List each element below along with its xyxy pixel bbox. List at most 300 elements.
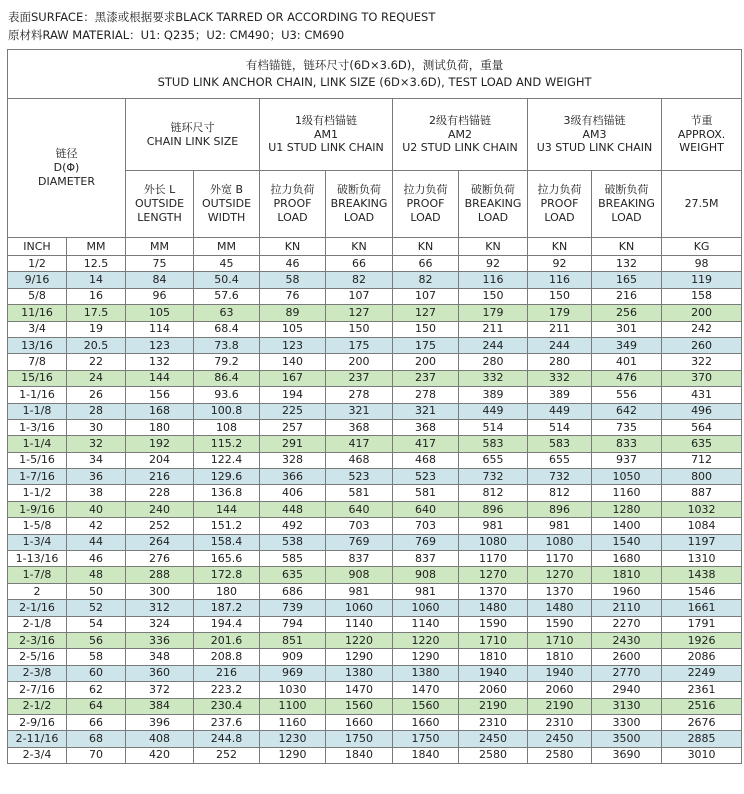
table-cell: 769 — [326, 534, 393, 550]
table-cell: 36 — [67, 469, 126, 485]
table-cell: 2450 — [528, 731, 592, 747]
table-cell: 28 — [67, 403, 126, 419]
table-row — [8, 452, 742, 468]
table-cell: 837 — [326, 551, 393, 567]
table-cell: 244 — [459, 337, 528, 353]
am2-proof-load-header — [393, 171, 459, 238]
chain-spec-table — [7, 49, 742, 764]
table-cell: 7/8 — [8, 354, 67, 370]
table-cell: 66 — [393, 256, 459, 272]
table-cell: 150 — [393, 321, 459, 337]
table-cell: 1-7/8 — [8, 567, 67, 583]
am2-header-en: U2 STUD LINK CHAIN — [402, 141, 518, 155]
table-cell: 703 — [326, 518, 393, 534]
table-cell: 640 — [326, 501, 393, 517]
diameter-header — [8, 99, 126, 238]
table-cell: 22 — [67, 354, 126, 370]
break-header-en1: BREAKING — [330, 197, 388, 211]
table-row — [8, 256, 742, 272]
table-cell: 2450 — [459, 731, 528, 747]
unit-cell: MM — [126, 238, 194, 256]
table-cell: 192 — [126, 436, 194, 452]
table-cell: 2-9/16 — [8, 714, 67, 730]
table-cell: 115.2 — [194, 436, 260, 452]
table-cell: 1170 — [528, 551, 592, 567]
table-cell: 384 — [126, 698, 194, 714]
table-cell: 581 — [393, 485, 459, 501]
table-cell: 1926 — [662, 632, 742, 648]
table-cell: 321 — [393, 403, 459, 419]
table-cell: 34 — [67, 452, 126, 468]
table-cell: 389 — [459, 387, 528, 403]
table-cell: 1380 — [393, 665, 459, 681]
table-cell: 368 — [326, 419, 393, 435]
table-cell: 887 — [662, 485, 742, 501]
table-cell: 2770 — [592, 665, 662, 681]
table-cell: 158 — [662, 288, 742, 304]
table-cell: 1-1/4 — [8, 436, 67, 452]
am2-header-cn: 2级有档锚链 — [429, 113, 491, 127]
table-cell: 908 — [393, 567, 459, 583]
table-cell: 216 — [126, 469, 194, 485]
table-cell: 1661 — [662, 600, 742, 616]
table-cell: 140 — [260, 354, 326, 370]
table-cell: 300 — [126, 583, 194, 599]
table-cell: 216 — [194, 665, 260, 681]
am1-header — [260, 99, 393, 171]
table-cell: 84 — [126, 272, 194, 288]
table-row — [8, 387, 742, 403]
table-cell: 2 — [8, 583, 67, 599]
table-row — [8, 616, 742, 632]
table-cell: 1840 — [393, 747, 459, 763]
table-cell: 75 — [126, 256, 194, 272]
outside-length-header — [126, 171, 194, 238]
break-header-cn: 破断负荷 — [604, 183, 649, 197]
table-title-en: STUD LINK ANCHOR CHAIN, LINK SIZE (6D×3.6D), TEST LOAD AND WEIGHT — [157, 75, 592, 89]
table-cell: 1438 — [662, 567, 742, 583]
table-cell: 172.8 — [194, 567, 260, 583]
table-cell: 136.8 — [194, 485, 260, 501]
table-cell: 122.4 — [194, 452, 260, 468]
table-cell: 20.5 — [67, 337, 126, 353]
table-cell: 204 — [126, 452, 194, 468]
length-header-en2: LENGTH — [137, 210, 182, 224]
proof-header-en1: PROOF — [540, 197, 579, 211]
table-cell: 19 — [67, 321, 126, 337]
table-cell: 468 — [326, 452, 393, 468]
table-cell: 1197 — [662, 534, 742, 550]
table-cell: 237 — [393, 370, 459, 386]
table-cell: 52 — [67, 600, 126, 616]
table-cell: 200 — [393, 354, 459, 370]
table-cell: 1-7/16 — [8, 469, 67, 485]
table-cell: 156 — [126, 387, 194, 403]
table-cell: 252 — [126, 518, 194, 534]
table-row — [8, 469, 742, 485]
table-cell: 68 — [67, 731, 126, 747]
table-cell: 408 — [126, 731, 194, 747]
table-cell: 15/16 — [8, 370, 67, 386]
table-cell: 100.8 — [194, 403, 260, 419]
table-cell: 2190 — [528, 698, 592, 714]
table-cell: 108 — [194, 419, 260, 435]
table-cell: 3300 — [592, 714, 662, 730]
table-row — [8, 600, 742, 616]
table-cell: 496 — [662, 403, 742, 419]
table-cell: 812 — [459, 485, 528, 501]
table-cell: 93.6 — [194, 387, 260, 403]
table-cell: 837 — [393, 551, 459, 567]
table-cell: 1660 — [393, 714, 459, 730]
table-cell: 2580 — [459, 747, 528, 763]
table-cell: 1270 — [528, 567, 592, 583]
table-cell: 68.4 — [194, 321, 260, 337]
table-row — [8, 337, 742, 353]
table-cell: 2310 — [528, 714, 592, 730]
table-cell: 9/16 — [8, 272, 67, 288]
table-cell: 2516 — [662, 698, 742, 714]
table-cell: 1660 — [326, 714, 393, 730]
table-cell: 406 — [260, 485, 326, 501]
table-row — [8, 436, 742, 452]
table-cell: 2-1/16 — [8, 600, 67, 616]
table-cell: 492 — [260, 518, 326, 534]
am3-header-en: U3 STUD LINK CHAIN — [536, 141, 653, 155]
table-cell: 712 — [662, 452, 742, 468]
table-cell: 1084 — [662, 518, 742, 534]
table-cell: 800 — [662, 469, 742, 485]
table-cell: 981 — [393, 583, 459, 599]
table-cell: 2600 — [592, 649, 662, 665]
width-header-cn: 外宽 B — [209, 183, 244, 197]
table-cell: 13/16 — [8, 337, 67, 353]
table-cell: 635 — [662, 436, 742, 452]
table-cell: 244 — [528, 337, 592, 353]
table-cell: 1380 — [326, 665, 393, 681]
table-row — [8, 354, 742, 370]
break-header-en1: BREAKING — [464, 197, 522, 211]
table-cell: 116 — [459, 272, 528, 288]
table-cell: 360 — [126, 665, 194, 681]
table-row — [8, 747, 742, 763]
unit-cell: KN — [528, 238, 592, 256]
table-cell: 420 — [126, 747, 194, 763]
table-cell: 523 — [326, 469, 393, 485]
table-cell: 123 — [260, 337, 326, 353]
table-cell: 64 — [67, 698, 126, 714]
table-cell: 1370 — [528, 583, 592, 599]
proof-header-cn: 拉力负荷 — [537, 183, 582, 197]
table-cell: 2086 — [662, 649, 742, 665]
table-cell: 151.2 — [194, 518, 260, 534]
table-cell: 417 — [393, 436, 459, 452]
table-cell: 280 — [528, 354, 592, 370]
table-cell: 449 — [528, 403, 592, 419]
table-cell: 1100 — [260, 698, 326, 714]
table-cell: 1140 — [393, 616, 459, 632]
table-cell: 237.6 — [194, 714, 260, 730]
table-cell: 82 — [326, 272, 393, 288]
table-cell: 225 — [260, 403, 326, 419]
table-cell: 194.4 — [194, 616, 260, 632]
table-cell: 2310 — [459, 714, 528, 730]
table-cell: 1560 — [326, 698, 393, 714]
table-cell: 105 — [126, 305, 194, 321]
table-cell: 328 — [260, 452, 326, 468]
am1-header-cn: 1级有档锚链 — [295, 113, 357, 127]
weight-header-cn: 节重 — [690, 113, 713, 127]
table-cell: 2249 — [662, 665, 742, 681]
table-cell: 896 — [459, 501, 528, 517]
table-cell: 449 — [459, 403, 528, 419]
table-cell: 82 — [393, 272, 459, 288]
table-cell: 63 — [194, 305, 260, 321]
table-cell: 54 — [67, 616, 126, 632]
table-cell: 107 — [326, 288, 393, 304]
table-cell: 401 — [592, 354, 662, 370]
table-cell: 252 — [194, 747, 260, 763]
table-cell: 38 — [67, 485, 126, 501]
table-cell: 3130 — [592, 698, 662, 714]
table-cell: 144 — [126, 370, 194, 386]
table-cell: 32 — [67, 436, 126, 452]
table-cell: 2270 — [592, 616, 662, 632]
size-header-cn: 链环尺寸 — [170, 120, 215, 134]
table-cell: 1140 — [326, 616, 393, 632]
diameter-header-sym: D(Φ) — [53, 161, 80, 175]
table-cell: 66 — [326, 256, 393, 272]
size-header-en: CHAIN LINK SIZE — [146, 134, 239, 148]
table-cell: 5/8 — [8, 288, 67, 304]
table-cell: 2-1/2 — [8, 698, 67, 714]
table-cell: 278 — [393, 387, 459, 403]
weight-header-en1: APPROX. — [677, 127, 726, 141]
table-cell: 89 — [260, 305, 326, 321]
unit-cell: INCH — [8, 238, 67, 256]
table-cell: 291 — [260, 436, 326, 452]
proof-header-en2: LOAD — [544, 210, 575, 224]
table-row — [8, 403, 742, 419]
width-header-en2: WIDTH — [207, 210, 246, 224]
table-cell: 24 — [67, 370, 126, 386]
table-row — [8, 583, 742, 599]
table-cell: 583 — [528, 436, 592, 452]
table-cell: 2-11/16 — [8, 731, 67, 747]
table-cell: 372 — [126, 682, 194, 698]
table-cell: 703 — [393, 518, 459, 534]
unit-row — [8, 238, 742, 256]
table-cell: 16 — [67, 288, 126, 304]
proof-header-en2: LOAD — [277, 210, 308, 224]
outside-width-header — [194, 171, 260, 238]
table-cell: 2-3/4 — [8, 747, 67, 763]
table-cell: 150 — [459, 288, 528, 304]
raw-material-note: 原材料RAW MATERIAL：U1: Q235；U2: CM490；U3: CM690 — [8, 28, 345, 42]
table-cell: 1750 — [326, 731, 393, 747]
am3-header — [528, 99, 662, 171]
table-cell: 301 — [592, 321, 662, 337]
table-cell: 167 — [260, 370, 326, 386]
table-cell: 175 — [393, 337, 459, 353]
table-cell: 211 — [528, 321, 592, 337]
table-cell: 655 — [528, 452, 592, 468]
table-cell: 165.6 — [194, 551, 260, 567]
table-cell: 1-5/16 — [8, 452, 67, 468]
table-cell: 2-5/16 — [8, 649, 67, 665]
table-cell: 242 — [662, 321, 742, 337]
table-row — [8, 305, 742, 321]
break-header-cn: 破断负荷 — [337, 183, 381, 197]
table-cell: 228 — [126, 485, 194, 501]
table-cell: 739 — [260, 600, 326, 616]
table-cell: 349 — [592, 337, 662, 353]
table-title — [8, 50, 742, 99]
table-cell: 98 — [662, 256, 742, 272]
table-cell: 60 — [67, 665, 126, 681]
table-cell: 216 — [592, 288, 662, 304]
table-cell: 1940 — [459, 665, 528, 681]
table-cell: 45 — [194, 256, 260, 272]
table-cell: 180 — [126, 419, 194, 435]
table-cell: 1470 — [326, 682, 393, 698]
table-cell: 3500 — [592, 731, 662, 747]
table-cell: 256 — [592, 305, 662, 321]
table-cell: 114 — [126, 321, 194, 337]
unit-cell: KN — [592, 238, 662, 256]
table-cell: 1310 — [662, 551, 742, 567]
table-cell: 336 — [126, 632, 194, 648]
table-cell: 179 — [459, 305, 528, 321]
table-cell: 1-3/16 — [8, 419, 67, 435]
table-cell: 2676 — [662, 714, 742, 730]
table-cell: 417 — [326, 436, 393, 452]
table-cell: 260 — [662, 337, 742, 353]
table-cell: 1810 — [459, 649, 528, 665]
proof-header-cn: 拉力负荷 — [403, 183, 448, 197]
table-cell: 79.2 — [194, 354, 260, 370]
table-cell: 105 — [260, 321, 326, 337]
table-cell: 1160 — [260, 714, 326, 730]
table-cell: 48 — [67, 567, 126, 583]
table-cell: 276 — [126, 551, 194, 567]
table-cell: 3010 — [662, 747, 742, 763]
table-cell: 1960 — [592, 583, 662, 599]
break-header-en2: LOAD — [611, 210, 642, 224]
width-header-en1: OUTSIDE — [201, 197, 252, 211]
table-cell: 1710 — [459, 632, 528, 648]
table-cell: 144 — [194, 501, 260, 517]
table-cell: 1590 — [528, 616, 592, 632]
table-cell: 348 — [126, 649, 194, 665]
table-cell: 1940 — [528, 665, 592, 681]
break-header-en1: BREAKING — [598, 197, 655, 211]
table-cell: 92 — [528, 256, 592, 272]
table-cell: 1400 — [592, 518, 662, 534]
table-cell: 794 — [260, 616, 326, 632]
table-cell: 1-5/8 — [8, 518, 67, 534]
table-cell: 158.4 — [194, 534, 260, 550]
table-cell: 123 — [126, 337, 194, 353]
am3-breaking-load-header — [592, 171, 662, 238]
table-cell: 448 — [260, 501, 326, 517]
am3-header-code: AM3 — [582, 127, 607, 141]
table-cell: 851 — [260, 632, 326, 648]
table-cell: 1750 — [393, 731, 459, 747]
table-cell: 324 — [126, 616, 194, 632]
table-cell: 44 — [67, 534, 126, 550]
am1-header-code: AM1 — [313, 127, 338, 141]
table-cell: 686 — [260, 583, 326, 599]
table-cell: 1230 — [260, 731, 326, 747]
table-cell: 1-3/4 — [8, 534, 67, 550]
length-header-en1: OUTSIDE — [134, 197, 185, 211]
table-cell: 332 — [528, 370, 592, 386]
table-cell: 230.4 — [194, 698, 260, 714]
table-cell: 981 — [459, 518, 528, 534]
table-cell: 833 — [592, 436, 662, 452]
weight-header-en2: WEIGHT — [679, 141, 724, 155]
table-cell: 56 — [67, 632, 126, 648]
table-cell: 288 — [126, 567, 194, 583]
weight-length-header: 27.5M — [662, 171, 742, 238]
table-cell: 514 — [528, 419, 592, 435]
table-cell: 564 — [662, 419, 742, 435]
table-cell: 769 — [393, 534, 459, 550]
proof-header-en2: LOAD — [410, 210, 441, 224]
table-cell: 200 — [326, 354, 393, 370]
table-cell: 223.2 — [194, 682, 260, 698]
table-cell: 1220 — [326, 632, 393, 648]
table-cell: 1680 — [592, 551, 662, 567]
table-cell: 1810 — [528, 649, 592, 665]
table-cell: 50 — [67, 583, 126, 599]
table-cell: 2110 — [592, 600, 662, 616]
table-cell: 107 — [393, 288, 459, 304]
table-cell: 1290 — [326, 649, 393, 665]
table-cell: 370 — [662, 370, 742, 386]
table-cell: 389 — [528, 387, 592, 403]
table-cell: 168 — [126, 403, 194, 419]
table-cell: 1-9/16 — [8, 501, 67, 517]
table-cell: 908 — [326, 567, 393, 583]
table-cell: 194 — [260, 387, 326, 403]
table-cell: 150 — [326, 321, 393, 337]
unit-cell: KN — [260, 238, 326, 256]
table-row — [8, 534, 742, 550]
am1-header-en: U1 STUD LINK CHAIN — [268, 141, 384, 155]
table-cell: 321 — [326, 403, 393, 419]
table-cell: 1470 — [393, 682, 459, 698]
table-cell: 1170 — [459, 551, 528, 567]
table-cell: 132 — [126, 354, 194, 370]
table-cell: 2190 — [459, 698, 528, 714]
table-cell: 127 — [326, 305, 393, 321]
table-cell: 1060 — [326, 600, 393, 616]
table-row — [8, 501, 742, 517]
table-cell: 1030 — [260, 682, 326, 698]
table-cell: 812 — [528, 485, 592, 501]
table-cell: 585 — [260, 551, 326, 567]
table-cell: 1840 — [326, 747, 393, 763]
table-cell: 368 — [393, 419, 459, 435]
table-cell: 2060 — [528, 682, 592, 698]
table-row — [8, 485, 742, 501]
table-cell: 732 — [459, 469, 528, 485]
table-cell: 655 — [459, 452, 528, 468]
table-cell: 46 — [260, 256, 326, 272]
table-cell: 312 — [126, 600, 194, 616]
